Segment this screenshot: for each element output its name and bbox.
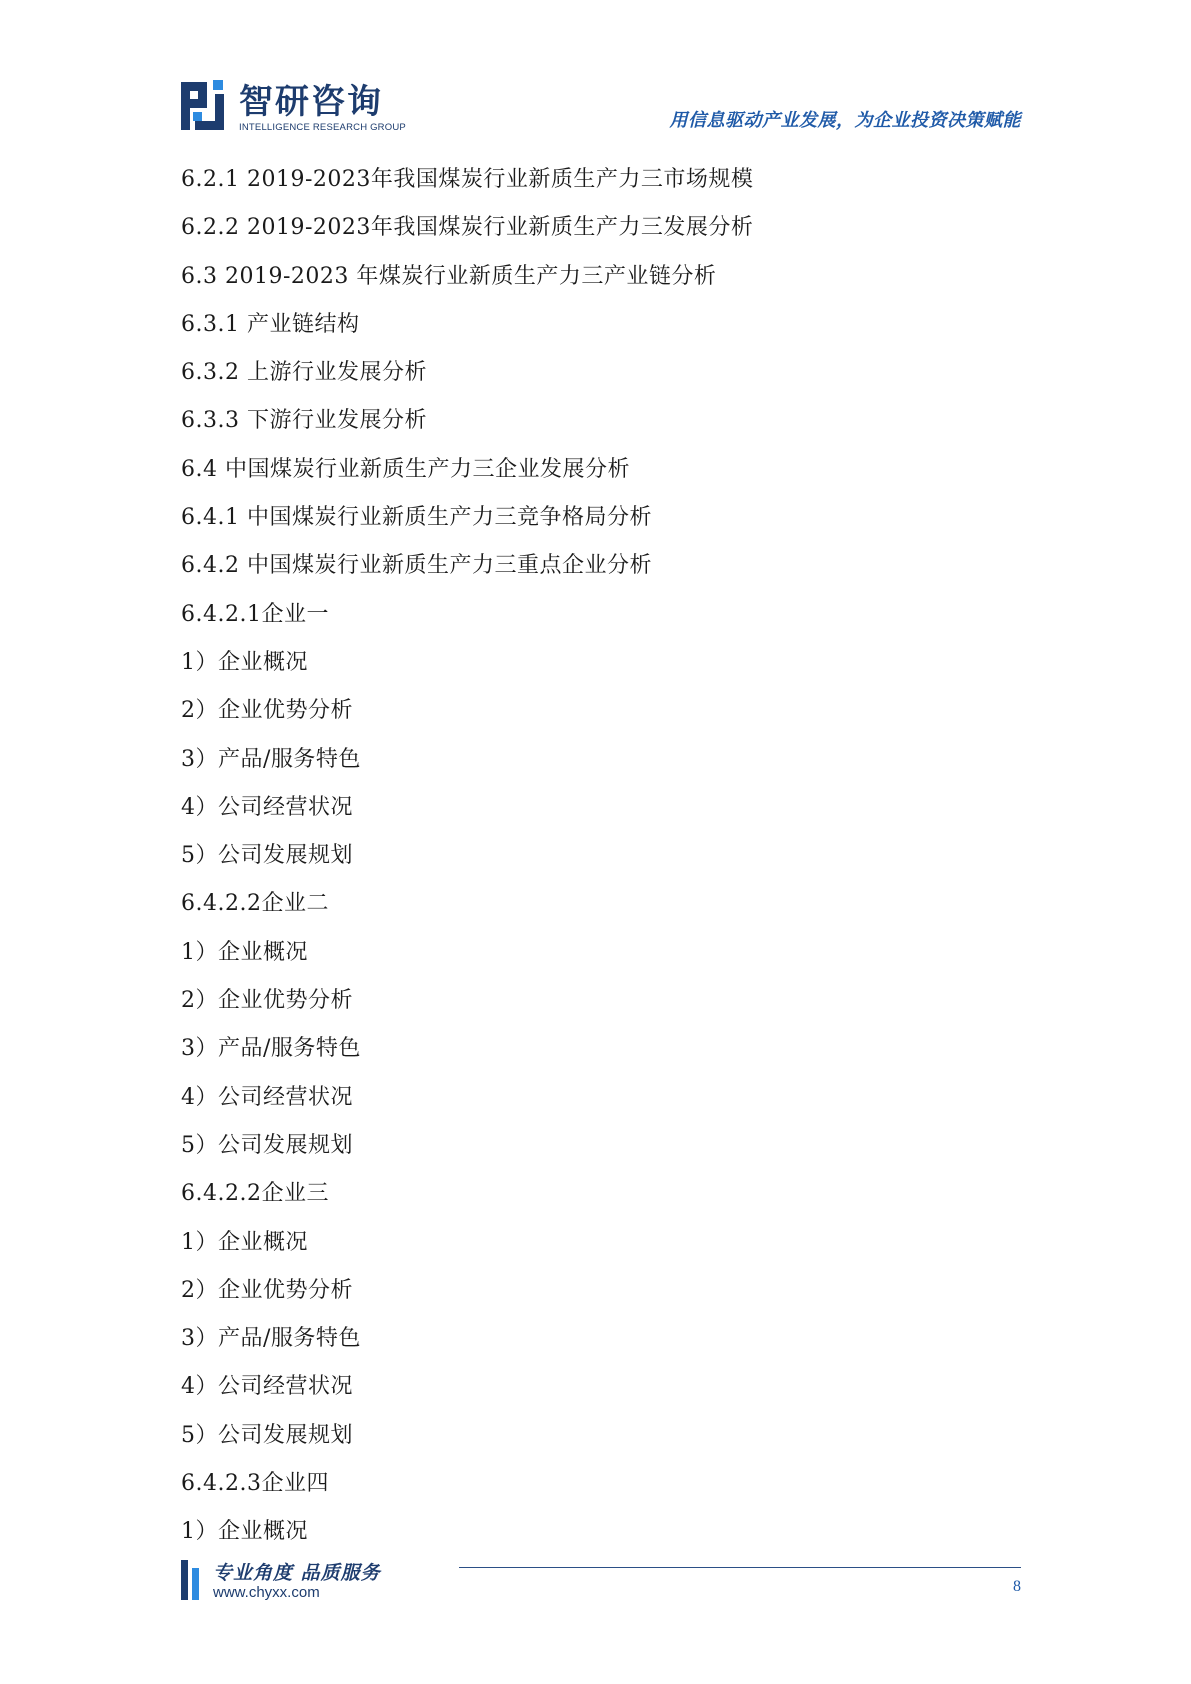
toc-item: 3）产品/服务特色 [181, 1326, 361, 1352]
brand-name-cn: 智研咨询 [239, 82, 383, 122]
toc-item: 2）企业优势分析 [181, 988, 353, 1014]
toc-item: 5）公司发展规划 [181, 1132, 353, 1158]
footer-divider [459, 1567, 1021, 1568]
toc-item: 3）产品/服务特色 [181, 1036, 361, 1062]
footer-logo-icon [181, 1560, 205, 1600]
toc-item: 1）企业概况 [181, 1229, 308, 1255]
table-of-contents [181, 156, 753, 1557]
footer-url: www.chyxx.com [213, 1584, 320, 1601]
toc-item: 6.4.2.3企业四 [181, 1471, 329, 1497]
company-logo-icon [181, 80, 229, 132]
toc-item: 5）公司发展规划 [181, 843, 353, 869]
toc-item: 6.2.2 2019-2023年我国煤炭行业新质生产力三发展分析 [181, 215, 754, 241]
toc-item: 6.2.1 2019-2023年我国煤炭行业新质生产力三市场规模 [181, 167, 754, 192]
toc-item: 5）公司发展规划 [181, 1422, 353, 1448]
toc-item: 6.4.2.1企业一 [181, 601, 329, 627]
toc-item: 4）公司经营状况 [181, 794, 353, 820]
page-header [181, 80, 1021, 140]
toc-item: 6.4.2.2企业三 [181, 1181, 329, 1207]
toc-item: 1）企业概况 [181, 1519, 308, 1545]
toc-item: 6.4.2 中国煤炭行业新质生产力三重点企业分析 [181, 553, 652, 579]
toc-item: 4）公司经营状况 [181, 1084, 353, 1110]
brand-name-en: INTELLIGENCE RESEARCH GROUP [239, 122, 406, 133]
toc-item: 1）企业概况 [181, 649, 308, 675]
toc-item: 6.4 中国煤炭行业新质生产力三企业发展分析 [181, 456, 630, 482]
page-number: 8 [1013, 1578, 1021, 1595]
toc-item: 6.3 2019-2023 年煤炭行业新质生产力三产业链分析 [181, 263, 717, 289]
page-footer [181, 1556, 1021, 1606]
toc-item: 2）企业优势分析 [181, 1277, 353, 1303]
brand [239, 84, 406, 133]
toc-item: 6.3.1 产业链结构 [181, 311, 360, 337]
header-slogan: 用信息驱动产业发展，为企业投资决策赋能 [669, 110, 1021, 131]
toc-item: 2）企业优势分析 [181, 698, 353, 724]
toc-item: 6.3.3 下游行业发展分析 [181, 408, 427, 434]
toc-item: 1）企业概况 [181, 939, 308, 965]
toc-item: 3）产品/服务特色 [181, 746, 361, 772]
toc-item: 6.4.2.2企业二 [181, 891, 329, 917]
footer-slogan: 专业角度 品质服务 [213, 1562, 381, 1584]
toc-item: 4）公司经营状况 [181, 1374, 353, 1400]
toc-item: 6.4.1 中国煤炭行业新质生产力三竞争格局分析 [181, 505, 652, 531]
toc-item: 6.3.2 上游行业发展分析 [181, 360, 427, 386]
